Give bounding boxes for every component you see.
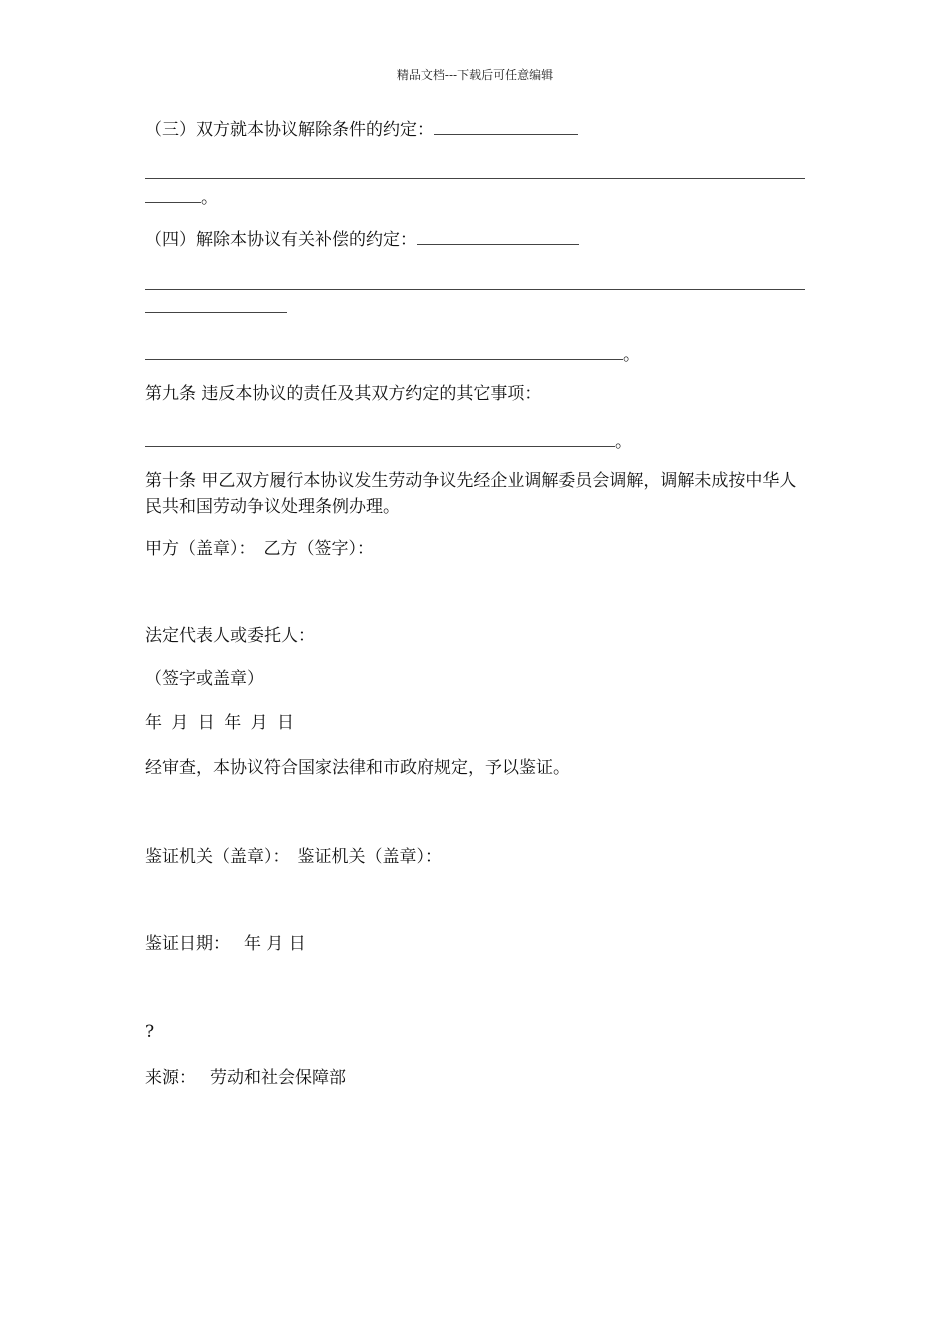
source-label: 来源： (145, 1068, 196, 1088)
verification-date-value: 年 月 日 (244, 934, 306, 954)
clause-4-rule-1[interactable] (145, 289, 805, 290)
clause-3-label: （三）双方就本协议解除条件的约定： (145, 120, 434, 140)
article-9-line: 第九条 违反本协议的责任及其双方约定的其它事项： (145, 384, 542, 404)
clause-4-rule-2[interactable] (145, 312, 287, 313)
dates-line: 年 月 日 年 月 日 (145, 713, 295, 733)
clause-3-end-line (145, 184, 218, 210)
clause-4-blank-tail[interactable] (145, 341, 623, 360)
verifier-1-label: 鉴证机关（盖章）： (145, 847, 290, 867)
verification-date-line (145, 932, 306, 956)
verifier-2-label: 鉴证机关（盖章）： (297, 847, 442, 867)
article-10-paragraph: 第十条 甲乙双方履行本协议发生劳动争议先经企业调解委员会调解，调解未成按中华人民共和国劳动争议处理条例办理。 (145, 471, 797, 517)
clause-3-end: 。 (201, 188, 218, 208)
sign-or-seal-label: （签字或盖章） (145, 669, 264, 689)
page-header: 精品文档---下载后可任意编辑 (396, 68, 554, 82)
verification-date-label: 鉴证日期： (145, 934, 230, 954)
clause-3-blank-tail[interactable] (145, 184, 201, 203)
article-9-blank[interactable] (145, 428, 615, 447)
article-9-end-line (145, 428, 632, 454)
clause-4-label: （四）解除本协议有关补偿的约定： (145, 230, 417, 250)
source-value: 劳动和社会保障部 (210, 1068, 346, 1088)
clause-4-blank[interactable] (417, 226, 579, 245)
source-line (145, 1066, 346, 1090)
party-a-label: 甲方（盖章）： (145, 539, 256, 559)
article-9-end: 。 (615, 432, 632, 452)
legal-representative-label: 法定代表人或委托人： (145, 626, 315, 646)
parties-line (145, 537, 374, 561)
clause-3-blank[interactable] (434, 116, 578, 135)
party-b-label: 乙方（签字）： (263, 539, 374, 559)
clause-4-line (145, 226, 579, 252)
question-mark: ? (145, 1022, 155, 1042)
verification-text: 经审查，本协议符合国家法律和市政府规定，予以鉴证。 (145, 758, 570, 778)
clause-3-line (145, 116, 578, 142)
verifiers-line (145, 845, 442, 869)
clause-3-rule[interactable] (145, 178, 805, 179)
clause-4-end-line (145, 341, 640, 367)
clause-4-end: 。 (623, 345, 640, 365)
